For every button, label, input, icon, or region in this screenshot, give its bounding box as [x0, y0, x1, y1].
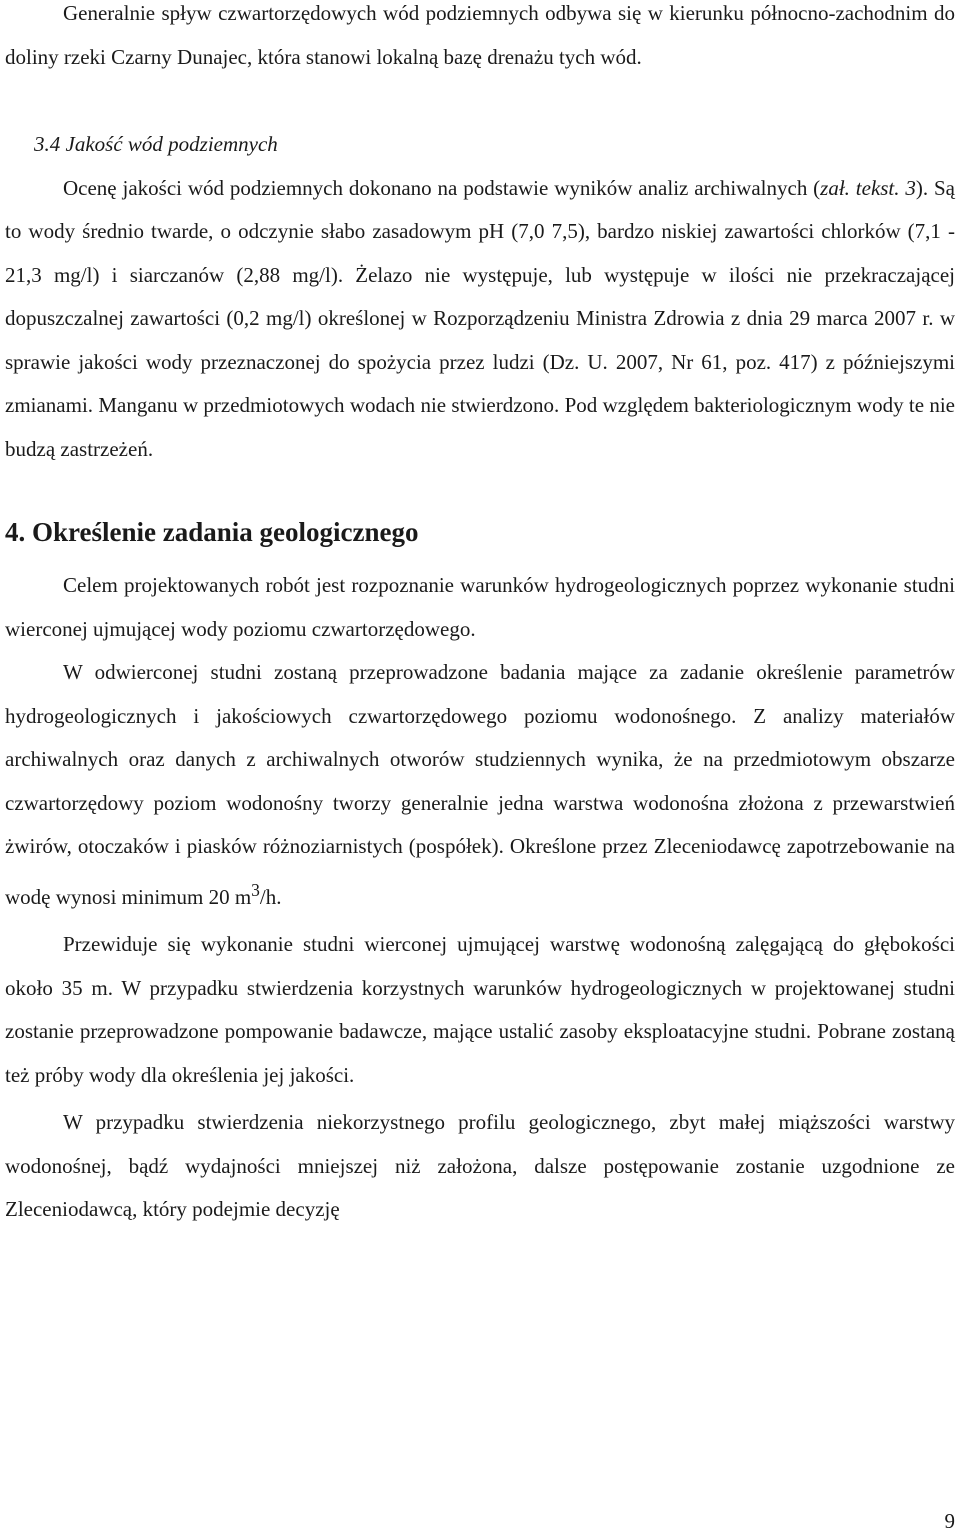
section-4-paragraph-4: W przypadku stwierdzenia niekorzystnego profilu geologicznego, zbyt małej miąższości warstwy wodonośnej, bądź wydajności mniejszej niż założona, dalsze postępowanie zostanie uzgodnione ze Zleceniodawcą, który podejmie decyzję	[5, 1110, 955, 1221]
section-3-4-paragraph	[5, 167, 955, 472]
page-number: 9	[944, 1509, 955, 1533]
section-4-paragraph-2-text: W odwierconej studni zostaną przeprowadzone badania mające za zadanie określenie parametrów hydrogeologicznych i jakościowych czwartorzędowego poziomu wodonośnego. Z analizy materiałów archiwalnych oraz danych z archiwalnych otworów studziennych wynika, że na przedmiotowym obszarze czwartorzędowy poziom wodonośny tworzy generalnie jedna warstwa wodonośna złożona z przewarstwień żwirów, otoczaków i piasków różnoziarnistych (pospółek). Określone przez Zleceniodawcę zapotrzebowanie na wodę wynosi minimum 20 m	[5, 660, 955, 909]
section-4-paragraph-1: Celem projektowanych robót jest rozpoznanie warunków hydrogeologicznych poprzez wykonanie studni wierconej ujmującej wody poziomu czwartorzędowego.	[5, 573, 955, 641]
section-4-heading: 4. Określenie zadania geologicznego	[5, 517, 419, 547]
section-3-4-body-text: ). Są to wody średnio twarde, o odczynie słabo zasadowym pH (7,0 7,5), bardzo niskiej zawartości chlorków (7,1 - 21,3 mg/l) i siarczanów (2,88 mg/l). Żelazo nie występuje, lub występuje w ilości nie przekraczającej dopuszczalnej zawartości (0,2 mg/l) określonej w Rozporządzeniu Ministra Zdrowia z dnia 29 marca 2007 r. w sprawie jakości wody przeznaczonej do spożycia przez ludzi (Dz. U. 2007, Nr 61, poz. 417) z późniejszymi zmianami. Manganu w przedmiotowych wodach nie stwierdzono. Pod względem bakteriologicznym wody te nie budzą zastrzeżeń.	[5, 175, 955, 461]
section-3-4-heading: 3.4 Jakość wód podziemnych	[34, 132, 278, 156]
section-4-paragraph-2-unit: /h.	[259, 884, 282, 909]
section-3-4-reference: zał. tekst. 3	[820, 175, 916, 200]
intro-paragraph: Generalnie spływ czwartorzędowych wód podziemnych odbywa się w kierunku północno-zachodnim do doliny rzeki Czarny Dunajec, która stanowi lokalną bazę drenażu tych wód.	[5, 1, 955, 69]
document-page	[5, 0, 955, 1232]
section-3-4-lead-text: Ocenę jakości wód podziemnych dokonano na podstawie wyników analiz archiwalnych (	[63, 175, 821, 200]
section-4-paragraph-3: Przewiduje się wykonanie studni wierconej ujmującej warstwę wodonośną zalęgającą do głębokości około 35 m. W przypadku stwierdzenia korzystnych warunków hydrogeologicznych w projektowanej studni zostanie przeprowadzone pompowanie badawcze, mające ustalić zasoby eksploatacyjne studni. Pobrane zostaną też próby wody dla określenia jej jakości.	[5, 932, 955, 1087]
cubic-superscript: 3	[251, 879, 260, 900]
section-4-paragraph-2	[5, 651, 955, 919]
